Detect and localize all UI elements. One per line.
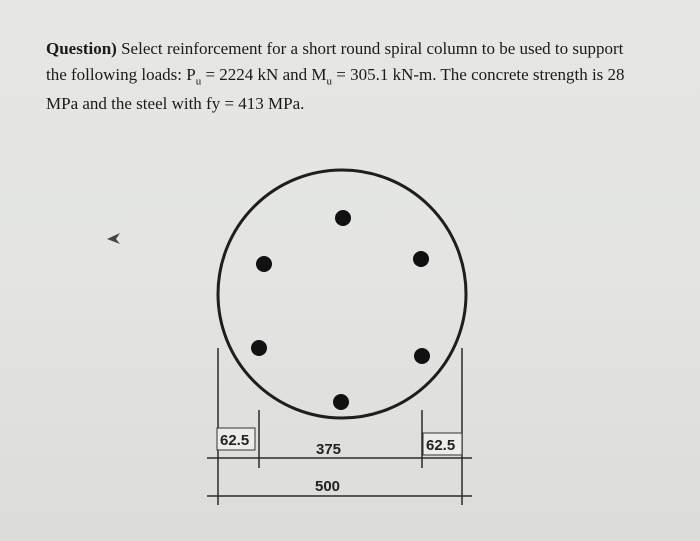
mu-subscript: u (326, 75, 332, 88)
rebar-upper-left (256, 256, 272, 272)
rebar-bottom (333, 394, 349, 410)
column-outline (218, 170, 466, 418)
right-cover-label: 62.5 (426, 437, 456, 454)
question-line-3: MPa and the steel with fy = 413 MPa. (46, 93, 305, 113)
question-line-2-part-b: = 2224 kN and M (201, 65, 327, 85)
pu-subscript: u (195, 75, 202, 88)
core-dimension-label: 375 (316, 441, 342, 458)
question-line-1-text: Select reinforcement for a short round spiral column to be used to support (116, 39, 624, 58)
question-line-2-part-c: = 305.1 kN-m. The concrete strength is 28 (331, 65, 625, 85)
rebar-upper-right (413, 251, 429, 267)
rebar-lower-left (251, 340, 267, 356)
rebar-lower-right (414, 348, 430, 364)
left-cover-label: 62.5 (220, 432, 250, 449)
question-line-2-part-a: the following loads: P (46, 65, 196, 85)
mouse-cursor-icon (106, 232, 122, 246)
rebar-top (335, 210, 351, 226)
total-dimension-label: 500 (315, 478, 341, 495)
question-label: Question) (46, 39, 117, 58)
